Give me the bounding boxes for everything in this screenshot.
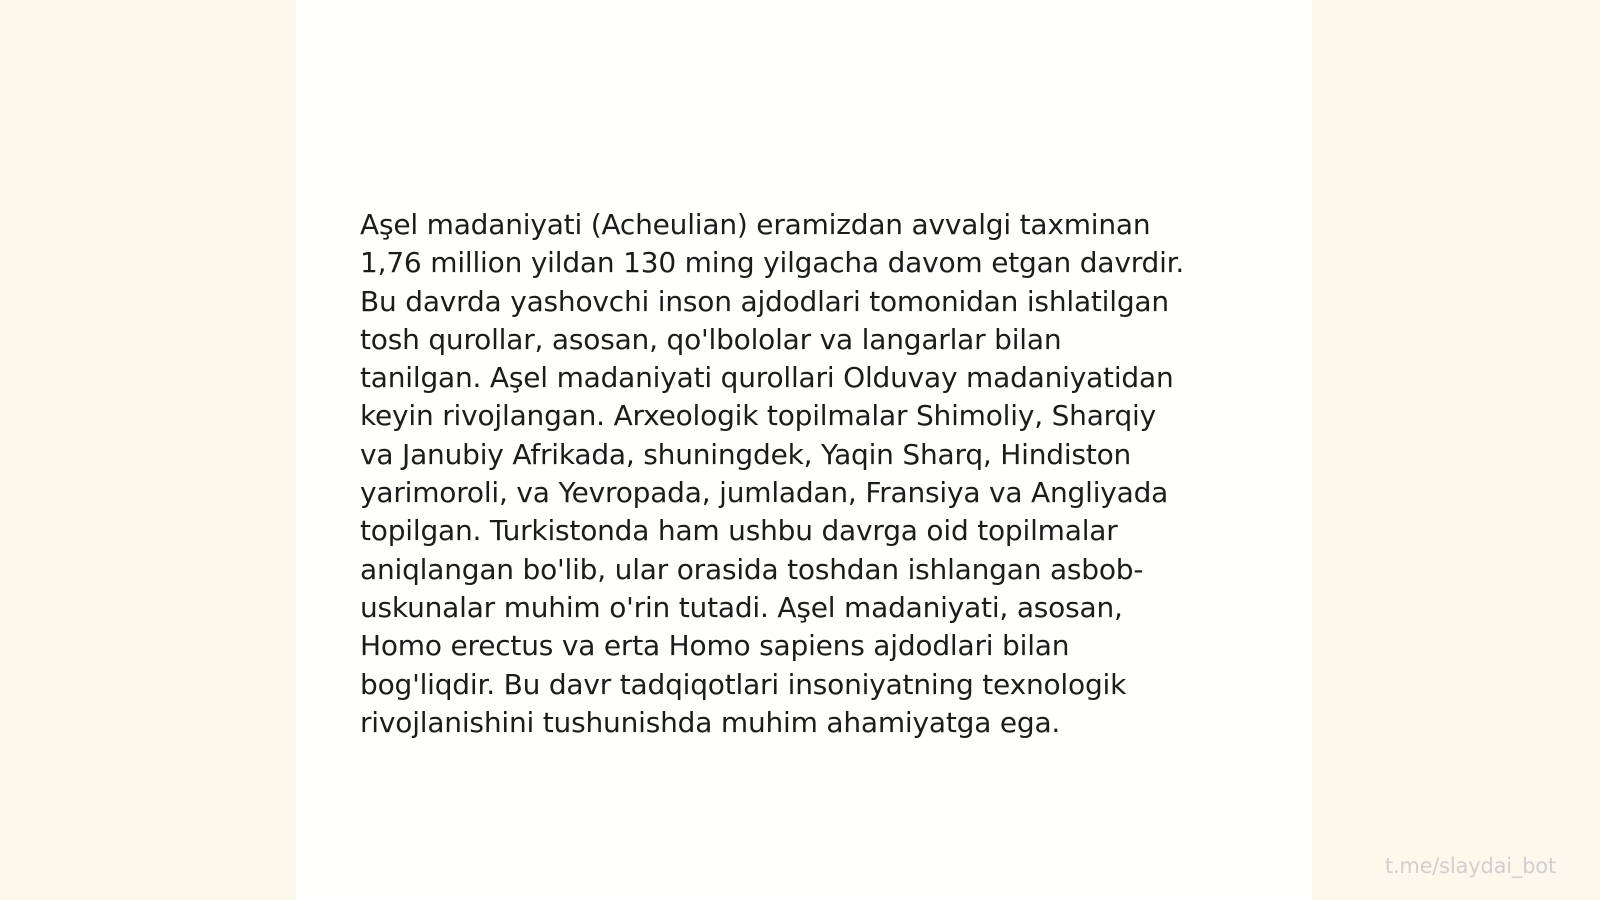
- slide-body-text: Aşel madaniyati (Acheulian) eramizdan avvalgi taxminan 1,76 million yildan 130 ming yilgacha davom etgan davrdir. Bu davrda yashovchi inson ajdodlari tomonidan ishlatilgan tosh qurollar, asosan, qo'lbololar va langarlar bilan tanilgan. Aşel madaniyati qurollari Olduvay madaniyatidan keyin rivojlangan. Arxeologik topilmalar Shimoliy, Sharqiy va Janubiy Afrikada, shuningdek, Yaqin Sharq, Hindiston yarimoroli, va Yevropada, jumladan, Fransiya va Angliyada topilgan. Turkistonda ham ushbu davrga oid topilmalar aniqlangan bo'lib, ular orasida toshdan ishlangan asbob- uskunalar muhim o'rin tutadi. Aşel madaniyati, asosan, Homo erectus va erta Homo sapiens ajdodlari bilan bog'liqdir. Bu davr tadqiqotlari insoniyatning texnologik rivojlanishini tushunishda muhim ahamiyatga ega.: [360, 208, 1185, 739]
- watermark: t.me/slaydai_bot: [1384, 854, 1556, 878]
